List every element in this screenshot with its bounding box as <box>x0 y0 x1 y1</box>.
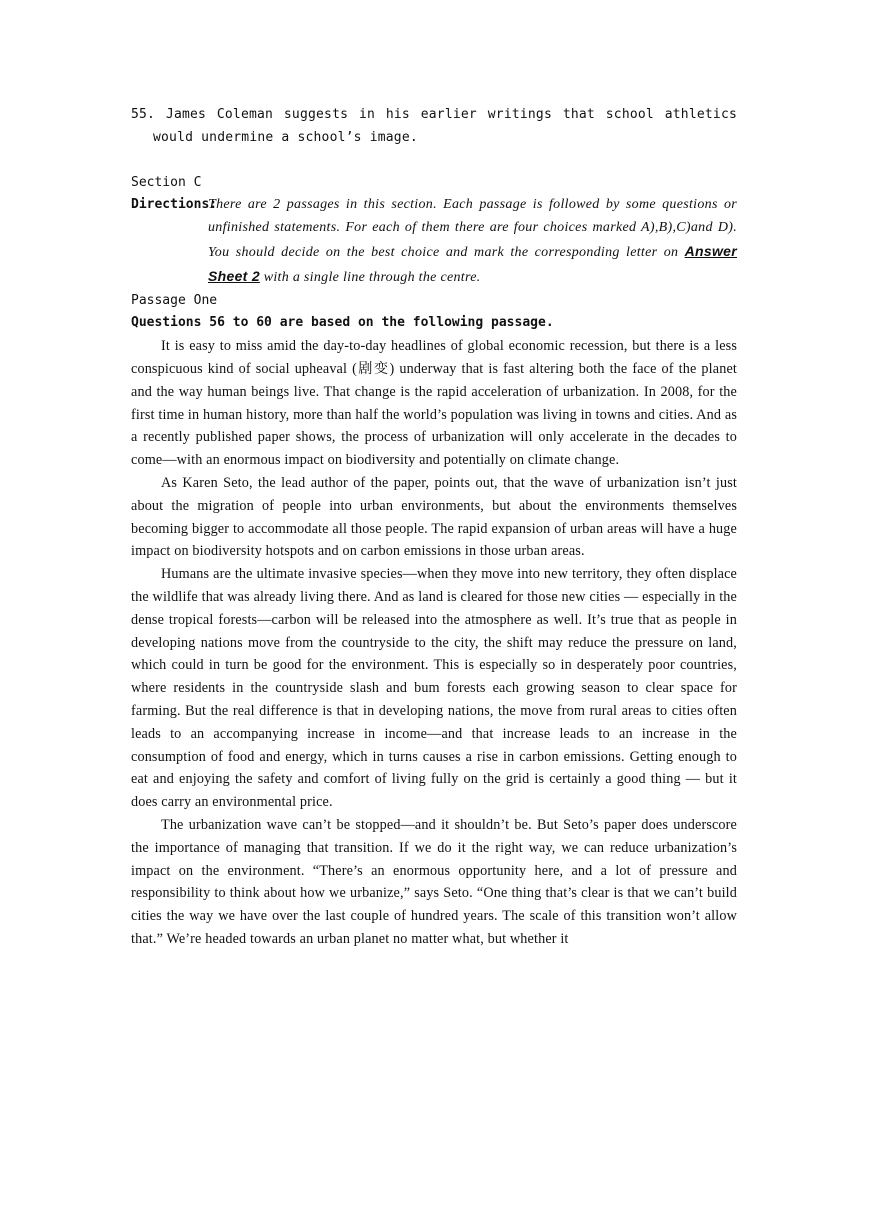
questions-note: Questions 56 to 60 are based on the following passage. <box>131 315 554 331</box>
directions-text-before: There are 2 passages in this section. Each passage is followed by some questions or unfinished statements. For each of them there are four choices marked A),B),C)and D). You should decide on the best choice and mark the corresponding letter on <box>208 197 737 260</box>
paragraph-4: The urbanization wave can’t be stopped—and it shouldn’t be. But Seto’s paper does underscore the importance of managing that transition. If we do it the right way, we can reduce urbanization’s impact on the environment. “There’s an enormous opportunity here, and a lot of pressure and responsibility to think about how we urbanize,” says Seto. “One thing that’s clear is that we can’t build cities the way we have over the last couple of hundred years. The scale of this transition won’t allow that.” We’re headed towards an urban planet no matter what, but whether it <box>131 816 737 947</box>
directions-text-after: with a single line through the centre. <box>259 269 481 285</box>
paragraph-3: Humans are the ultimate invasive species—when they move into new territory, they often displace the wildlife that was already living there. And as land is cleared for those new cities — especially in the dense tropical forests—carbon will be released into the atmosphere as well. It’s true that as people in developing nations move from the countryside to the city, the shift may reduce the pressure on land, which could in turn be good for the environment. This is especially so in desperately poor countries, where residents in the countryside slash and bum forests each growing season to clear space for farming. But the real difference is that in developing nations, the move from rural areas to cities often leads to an accompanying increase in income—and that increase leads to an increase in the consumption of food and energy, which in turns causes a rise in carbon emissions. Getting enough to eat and enjoying the safety and comfort of living fully on the grid is certainly a good thing — but it does carry an environmental price. <box>131 566 737 811</box>
directions-block <box>131 194 737 289</box>
directions-label: Directions: <box>131 197 218 213</box>
directions-text <box>208 194 737 289</box>
paragraph-1: It is easy to miss amid the day-to-day headlines of global economic recession, but there is a less conspicuous kind of social upheaval (剧变) underway that is fast altering both the face of the planet and the way human beings live. That change is the rapid acceleration of urbanization. In 2008, for the first time in human history, more than half the world’s population was living in towns and cities. And as a recently published paper shows, the process of urbanization will only accelerate in the decades to come—with an enormous impact on biodiversity and potentially on climate change. <box>131 338 737 469</box>
section-title: Section C <box>131 174 202 190</box>
document-page <box>131 104 737 951</box>
answer-sheet-reference: Answer Sheet 2 <box>208 242 737 284</box>
question-55: 55. James Coleman suggests in his earlier writings that school athletics would undermine a school’s image. <box>131 107 737 145</box>
paragraph-2: As Karen Seto, the lead author of the paper, points out, that the wave of urbanization isn’t just about the migration of people into urban environments, but about the environments themselves becoming bigger to accommodate all those people. The rapid expansion of urban areas will have a huge impact on biodiversity hotspots and on carbon emissions in those urban areas. <box>131 474 737 560</box>
passage-title: Passage One <box>131 292 218 308</box>
spacer <box>131 150 737 172</box>
